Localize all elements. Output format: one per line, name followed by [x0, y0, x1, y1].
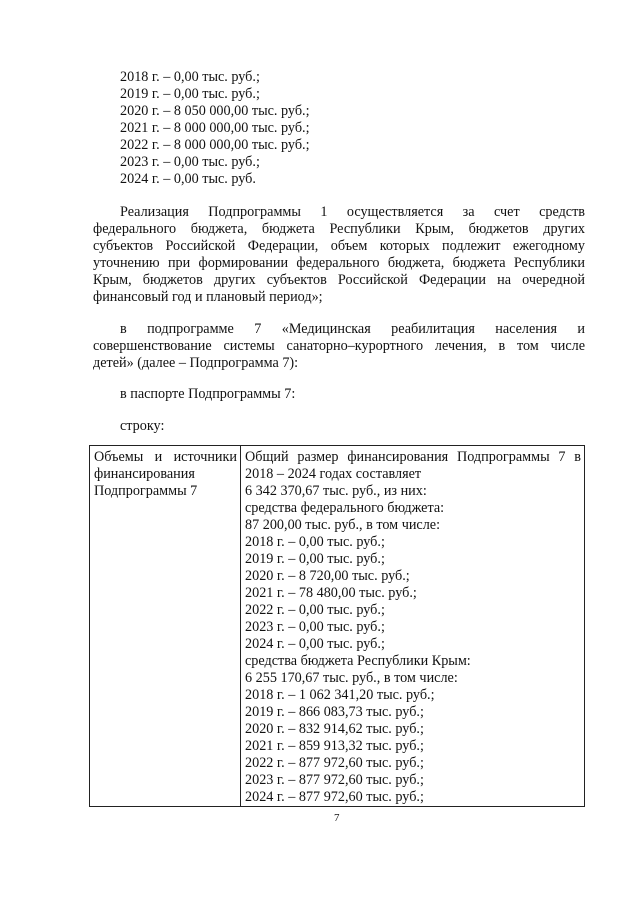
table-value-line: 2023 г. – 0,00 тыс. руб.;	[245, 619, 385, 635]
funding-line-2022: 2022 г. – 8 000 000,00 тыс. руб.;	[120, 137, 310, 153]
table-value-line: 6 342 370,67 тыс. руб., из них:	[245, 483, 427, 499]
table-cell-label	[90, 446, 241, 807]
table-value-line: 2018 г. – 0,00 тыс. руб.;	[245, 534, 385, 550]
paragraph1-line: финансовый год и плановый период»;	[93, 289, 323, 305]
table-value-line: 2021 г. – 859 913,32 тыс. руб.;	[245, 738, 424, 754]
paragraph2-line: в подпрограмме 7 «Медицинская реабилитация населения и	[120, 321, 585, 337]
table-value-line: 2019 г. – 0,00 тыс. руб.;	[245, 551, 385, 567]
funding-table	[89, 445, 585, 807]
table-value-line: 2023 г. – 877 972,60 тыс. руб.;	[245, 772, 424, 788]
funding-line-2019: 2019 г. – 0,00 тыс. руб.;	[120, 86, 260, 102]
paragraph2-line: детей» (далее – Подпрограмма 7):	[93, 355, 299, 371]
paragraph1-line: Крым, бюджетов других субъектов Российской Федерации на очередной	[93, 272, 585, 288]
table-value-line: 2024 г. – 0,00 тыс. руб.;	[245, 636, 385, 652]
table-value-line: 2019 г. – 866 083,73 тыс. руб.;	[245, 704, 424, 720]
table-value-line: 2024 г. – 877 972,60 тыс. руб.;	[245, 789, 424, 805]
table-value-line: 2018 г. – 1 062 341,20 тыс. руб.;	[245, 687, 435, 703]
row-line: строку:	[120, 418, 165, 434]
page-number: 7	[334, 812, 340, 824]
table-label-line: финансирования	[94, 466, 195, 482]
funding-line-2023: 2023 г. – 0,00 тыс. руб.;	[120, 154, 260, 170]
table-value-line: 2020 г. – 8 720,00 тыс. руб.;	[245, 568, 410, 584]
table-cell-value	[241, 446, 585, 807]
funding-line-2021: 2021 г. – 8 000 000,00 тыс. руб.;	[120, 120, 310, 136]
paragraph1-line: федерального бюджета, бюджета Республики Крым, бюджетов других	[93, 221, 585, 237]
table-value-line: 6 255 170,67 тыс. руб., в том числе:	[245, 670, 458, 686]
funding-line-2018: 2018 г. – 0,00 тыс. руб.;	[120, 69, 260, 85]
table-value-line: 2020 г. – 832 914,62 тыс. руб.;	[245, 721, 424, 737]
funding-line-2024: 2024 г. – 0,00 тыс. руб.	[120, 171, 256, 187]
table-value-line: 2018 – 2024 годах составляет	[245, 466, 422, 482]
table-row	[90, 446, 585, 807]
table-value-line: 2022 г. – 877 972,60 тыс. руб.;	[245, 755, 424, 771]
passport-line: в паспорте Подпрограммы 7:	[120, 386, 296, 402]
table-label-line: Объемы и источники	[94, 449, 237, 465]
table-label-line: Подпрограммы 7	[94, 483, 198, 499]
paragraph1-line: Реализация Подпрограммы 1 осуществляется за счет средств	[120, 204, 585, 220]
table-value-line: 2022 г. – 0,00 тыс. руб.;	[245, 602, 385, 618]
table-value-line: средства федерального бюджета:	[245, 500, 445, 516]
table-value-line: Общий размер финансирования Подпрограммы 7 в	[245, 449, 581, 465]
funding-line-2020: 2020 г. – 8 050 000,00 тыс. руб.;	[120, 103, 310, 119]
paragraph1-line: субъектов Российской Федерации, объем которых подлежит ежегодному	[93, 238, 585, 254]
table-value-line: 2021 г. – 78 480,00 тыс. руб.;	[245, 585, 417, 601]
table-value-line: средства бюджета Республики Крым:	[245, 653, 471, 669]
table-value-line: 87 200,00 тыс. руб., в том числе:	[245, 517, 441, 533]
paragraph2-line: совершенствование системы санаторно–курортного лечения, в том числе	[93, 338, 585, 354]
paragraph1-line: уточнению при формировании федерального бюджета, бюджета Республики	[93, 255, 585, 271]
